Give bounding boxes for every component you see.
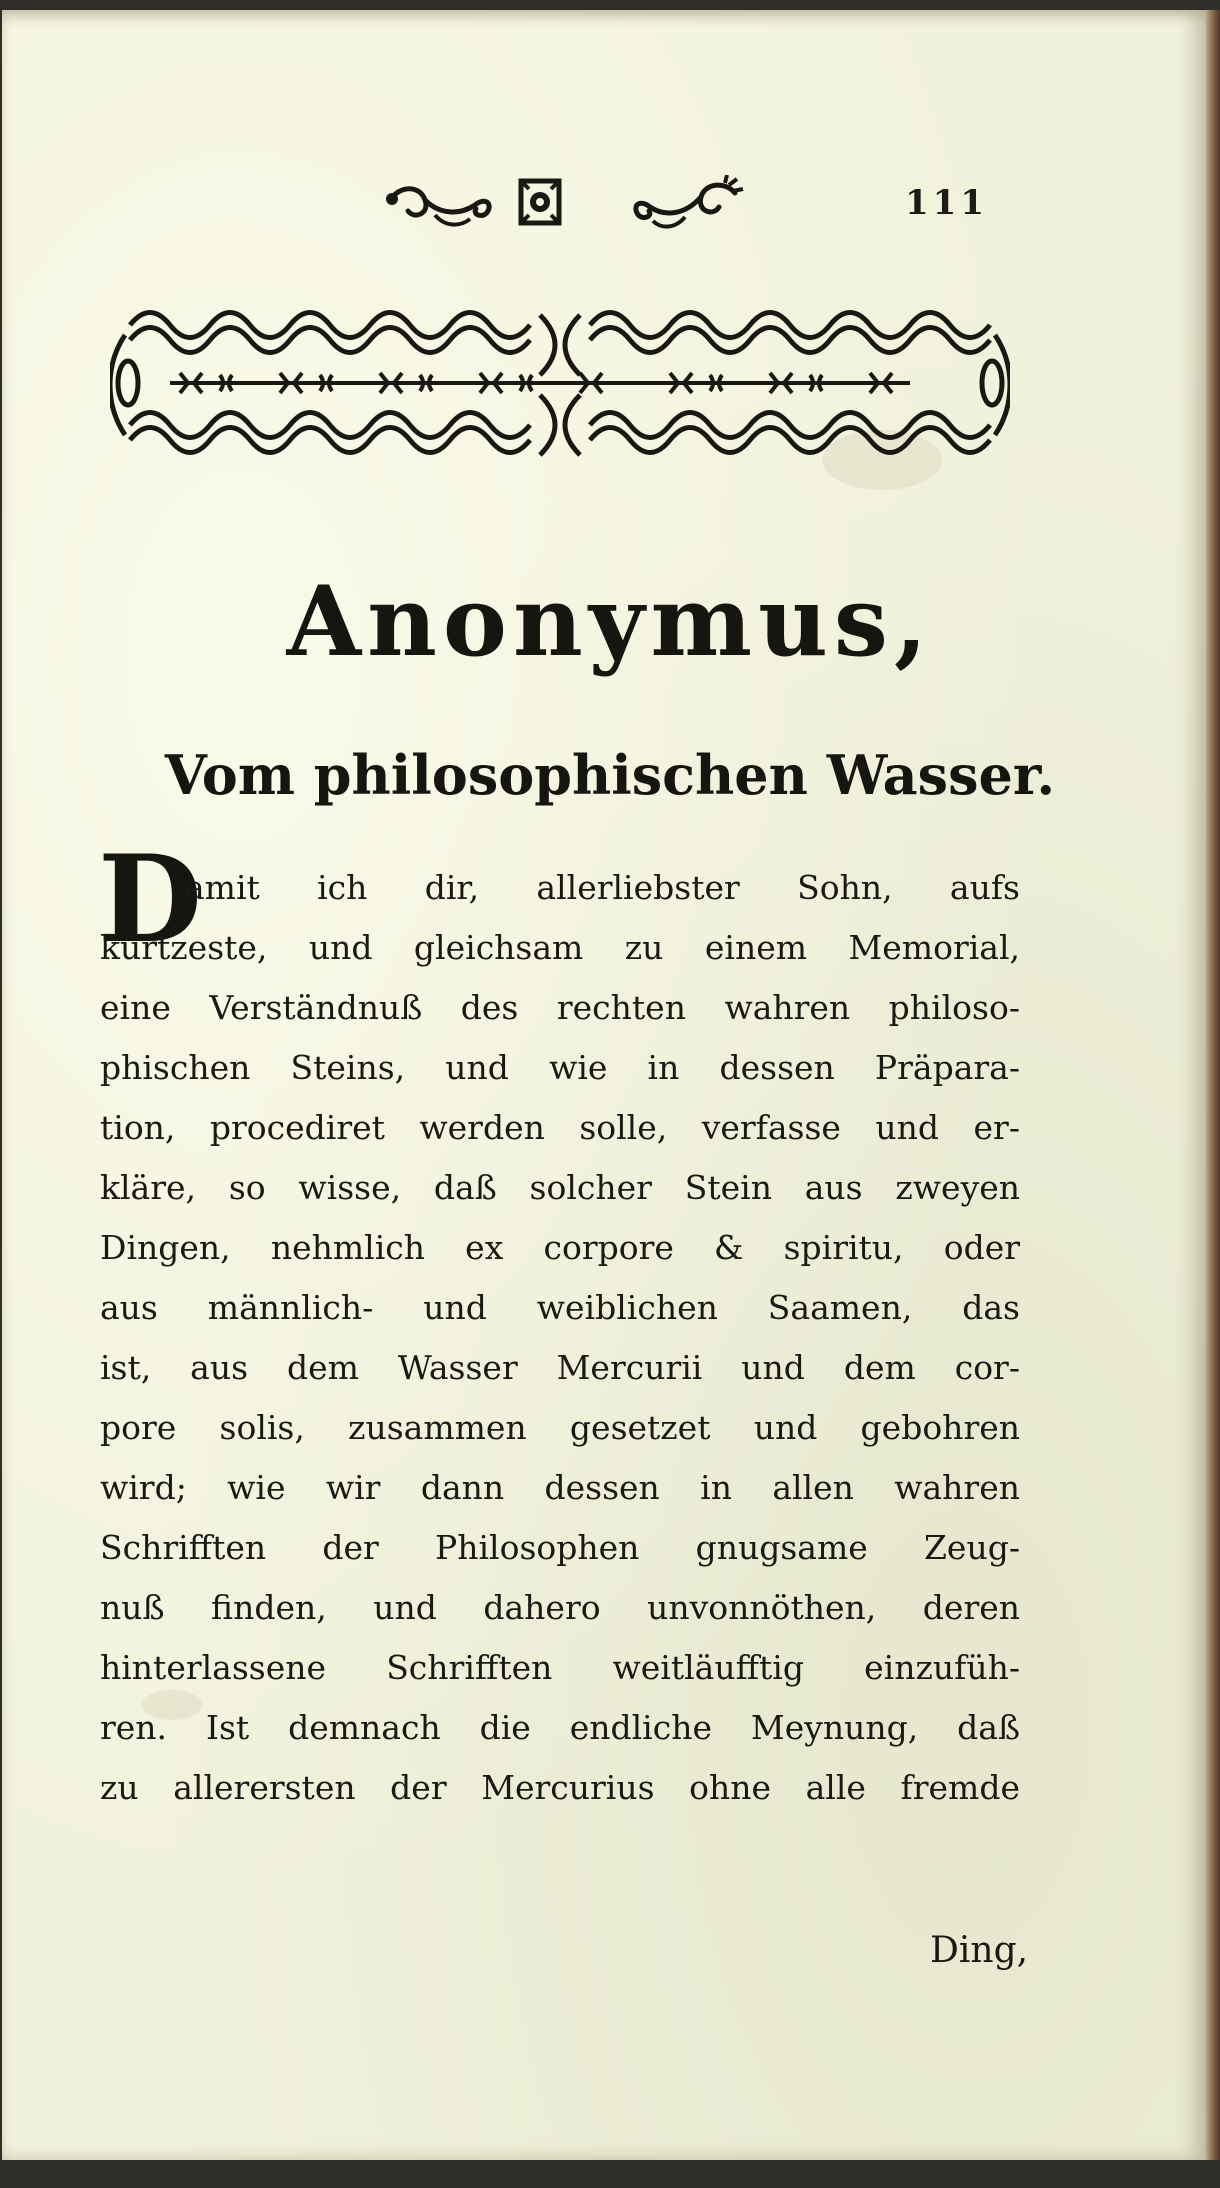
text-line: phischen Steins, und wie in dessen Präpara-	[100, 1048, 1020, 1087]
text-line: Dingen, nehmlich ex corpore & spiritu, oder	[100, 1228, 1020, 1267]
text-line: eine Verständnuß des rechten wahren philoso-	[100, 988, 1020, 1027]
text-line: kläre, so wisse, daß solcher Stein aus zweyen	[100, 1168, 1020, 1207]
text-line: ist, aus dem Wasser Mercurii und dem cor-	[100, 1348, 1020, 1387]
flower-ornament	[515, 175, 565, 231]
drop-cap: D	[98, 829, 203, 970]
text-line: aus männlich- und weiblichen Saamen, das	[100, 1288, 1020, 1327]
text-line: amit ich dir, allerliebster Sohn, aufs	[185, 868, 1020, 907]
chapter-title: Anonymus,	[286, 565, 934, 678]
chapter-subtitle: Vom philosophischen Wasser.	[164, 743, 1056, 807]
body-text	[98, 829, 1020, 1818]
catchword: Ding,	[930, 1930, 1029, 1971]
text-line: Schrifften der Philosophen gnugsame Zeug-	[100, 1528, 1020, 1567]
page-edge	[1206, 10, 1220, 2160]
text-line: tion, procediret werden solle, verfasse und er-	[100, 1108, 1020, 1147]
page-number: 111	[905, 183, 988, 223]
text-line: nuß finden, und dahero unvonnöthen, deren	[100, 1588, 1020, 1627]
text-line: hinterlassene Schrifften weitläufftig einzufüh-	[100, 1648, 1020, 1687]
page-header	[0, 175, 1220, 255]
scroll-ornament-right	[625, 175, 745, 235]
text-line: pore solis, zusammen gesetzet und gebohren	[100, 1408, 1020, 1447]
text-line: zu allerersten der Mercurius ohne alle fremde	[100, 1768, 1020, 1807]
text-line: kürtzeste, und gleichsam zu einem Memorial,	[100, 928, 1020, 967]
text-line: wird; wie wir dann dessen in allen wahren	[100, 1468, 1020, 1507]
text-line: ren. Ist demnach die endliche Meynung, daß	[100, 1708, 1020, 1747]
decorative-band	[110, 295, 1010, 470]
scroll-ornament-left	[380, 175, 500, 235]
